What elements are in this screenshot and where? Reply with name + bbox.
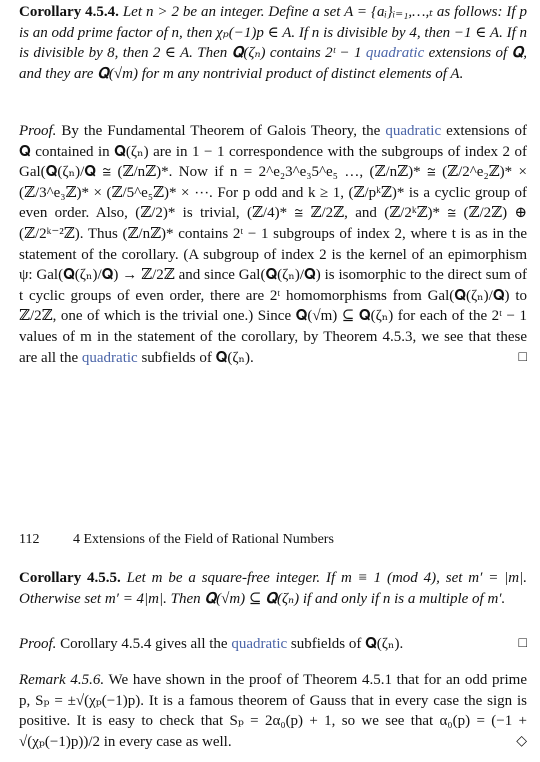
quadratic-link[interactable]: quadratic — [365, 45, 425, 62]
chapter-title: 4 Extensions of the Field of Rational Numbers — [73, 532, 334, 547]
proof-text-2: extensions of 𝐐 contained in 𝐐(ζₙ) are in 1 − 1 correspondence with the subgroups of index 2 of Gal(𝐐(ζₙ)/𝐐 ≅ (ℤ/nℤ)*. Now if n = 2^e₂3^e₃5^e₅ …, (ℤ/nℤ)* ≅ (ℤ/2^e₂ℤ)* × (ℤ/3^e₃ℤ)* × (ℤ/5^e₅ℤ)* × ⋯. For p odd and k ≥ 1, (ℤ/pᵏℤ)* is a cyclic group of even order. Also, (ℤ/2)* is trivial, (ℤ/4)* ≅ ℤ/2ℤ, and (ℤ/2ᵏℤ)* ≅ (ℤ/2ℤ) ⊕ (ℤ/2ᵏ⁻²ℤ). Thus (ℤ/nℤ)* contains 2ᵗ − 1 subgroups of index 2, where t is as in the statement of the corollary. (A subgroup of index 2 is the kernel of an epimorphism ψ: Gal(𝐐(ζₙ)/𝐐) → ℤ/2ℤ and since Gal(𝐐(ζₙ)/𝐐) is isomorphic to the direct sum of t cyclic groups of even order, there are 2ᵗ homomorphisms from Gal(𝐐(ζₙ)/𝐐) to ℤ/2ℤ, one of which is the trivial one.) Since 𝐐(√m) ⊆ 𝐐(ζₙ) for each of the 2ᵗ − 1 values of m in the statement of the corollary, by Theorem 4.5.3, we see that these are all the — [19, 123, 527, 366]
corollary-4-5-5 — [19, 568, 527, 609]
page-number: 112 — [19, 532, 40, 547]
quadratic-link[interactable]: quadratic — [81, 349, 138, 366]
remark-4-5-6 — [19, 670, 527, 752]
proof-label: Proof. — [19, 636, 57, 652]
proof-4-5-5 — [19, 634, 527, 655]
corollary-text: Let m be a square-free integer. If m ≡ 1 (mod 4), set m′ = |m|. Otherwise set m′ = 4|m|. Then 𝐐(√m) ⊆ 𝐐(ζₙ) if and only if n is a multiple of m′. — [19, 570, 527, 607]
corollary-text: Let n > 2 be an integer. Define a set A = {aᵢ}ᵢ₌₁,…,ₜ as follows: If p is an odd prime factor of n, then χₚ(−1)p ∈ A. If n is divisible by 4, then −1 ∈ A. If n is divisible by 8, then 2 ∈ A. Then 𝐐(ζₙ) contains 2ᵗ − 1 — [19, 4, 527, 62]
quadratic-link[interactable]: quadratic — [231, 636, 288, 652]
corollary-text-end: extensions of 𝐐, and they are 𝐐(√m) for m any nontrivial product of distinct elements of A. — [19, 45, 527, 82]
running-header — [19, 530, 527, 550]
quadratic-link[interactable]: quadratic — [385, 123, 442, 139]
remark-label: Remark 4.5.6. — [19, 672, 105, 688]
end-mark-symbol: ◇ — [516, 733, 527, 749]
corollary-label: Corollary 4.5.5. — [19, 570, 121, 586]
proof-label: Proof. — [19, 123, 57, 139]
proof-text-2: subfields of 𝐐(ζₙ). — [290, 636, 404, 652]
corollary-label: Corollary 4.5.4. — [19, 4, 119, 20]
proof-text-1: Corollary 4.5.4 gives all the — [60, 636, 228, 652]
proof-text-3: subfields of 𝐐(ζₙ). — [141, 349, 254, 366]
qed-symbol: □ — [518, 636, 527, 651]
qed-symbol: □ — [518, 349, 527, 365]
corollary-4-5-4 — [19, 2, 527, 84]
remark-text: We have shown in the proof of Theorem 4.5.1 that for an odd prime p, Sₚ = ±√(χₚ(−1)p). It is a famous theorem of Gauss that in every case the sign is positive. It is easy to check that Sₚ = 2α₀(p) + 1, so we see that α₀(p) = (−1 + √(χₚ(−1)p))/2 in every case as well. — [19, 672, 528, 750]
proof-4-5-4 — [19, 121, 527, 368]
proof-text-1: By the Fundamental Theorem of Galois Theory, the — [61, 123, 381, 139]
